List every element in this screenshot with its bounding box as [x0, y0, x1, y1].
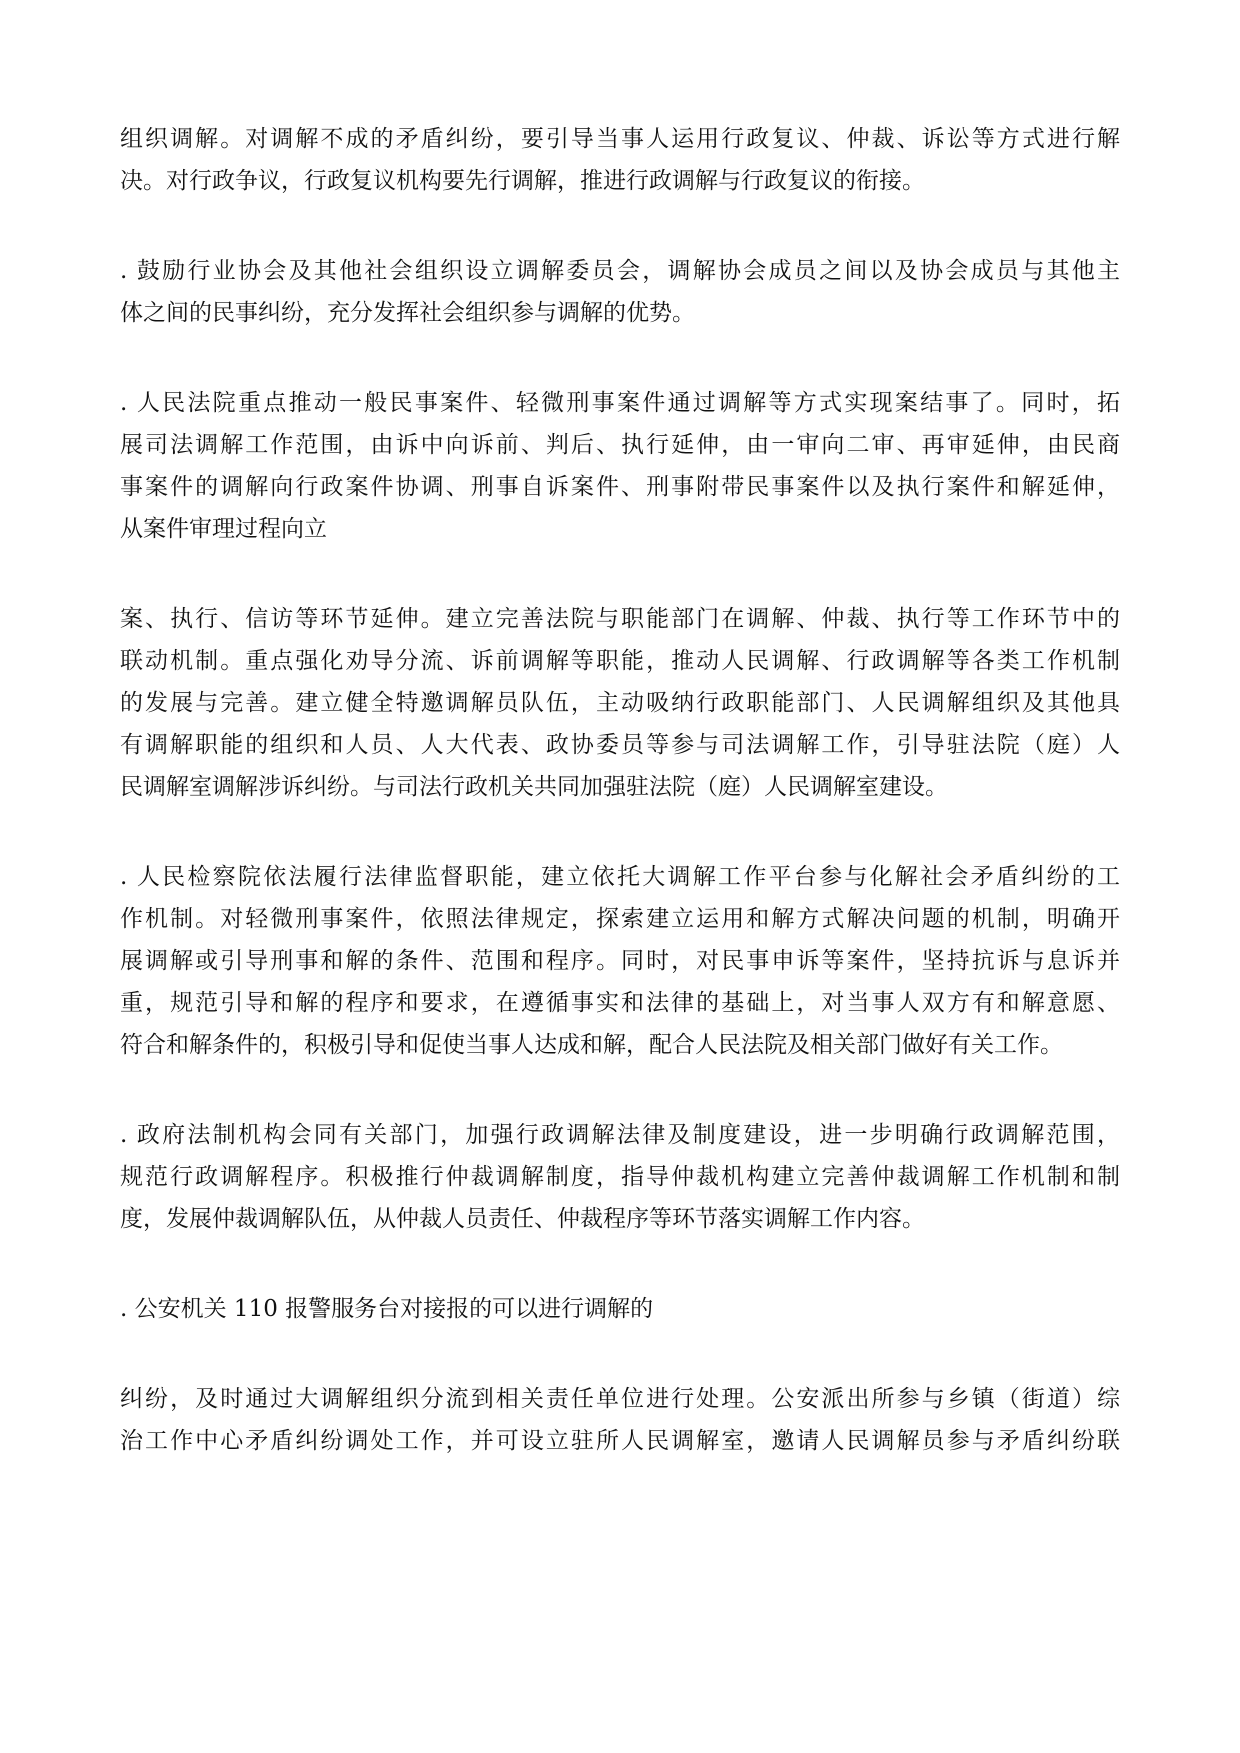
- paragraph: [120, 598, 1120, 808]
- text-line: 民调解室调解涉诉纠纷。与司法行政机关共同加强驻法院（庭）人民调解室建设。: [120, 774, 948, 800]
- text-line: 组织调解。对调解不成的矛盾纠纷，要引导当事人运用行政复议、仲裁、诉讼等方式进行解: [120, 126, 1120, 152]
- document-body: [120, 118, 1120, 1462]
- text-line: . 政府法制机构会同有关部门，加强行政调解法律及制度建设，进一步明确行政调解范围，: [120, 1122, 1120, 1148]
- text-line: 的发展与完善。建立健全特邀调解员队伍，主动吸纳行政职能部门、人民调解组织及其他具: [120, 690, 1120, 716]
- paragraph: [120, 1378, 1120, 1462]
- text-line: 从案件审理过程向立: [120, 516, 327, 542]
- text-line: 重，规范引导和解的程序和要求，在遵循事实和法律的基础上，对当事人双方有和解意愿、: [120, 990, 1120, 1016]
- text-line: 作机制。对轻微刑事案件，依照法律规定，探索建立运用和解方式解决问题的机制，明确开: [120, 906, 1120, 932]
- text-line: . 人民法院重点推动一般民事案件、轻微刑事案件通过调解等方式实现案结事了。同时，拓: [120, 390, 1120, 416]
- text-line: . 鼓励行业协会及其他社会组织设立调解委员会，调解协会成员之间以及协会成员与其他主: [120, 258, 1120, 284]
- text-line: 案、执行、信访等环节延伸。建立完善法院与职能部门在调解、仲裁、执行等工作环节中的: [120, 606, 1120, 632]
- text-line: 纠纷，及时通过大调解组织分流到相关责任单位进行处理。公安派出所参与乡镇（街道）综: [120, 1386, 1120, 1412]
- text-line: 事案件的调解向行政案件协调、刑事自诉案件、刑事附带民事案件以及执行案件和解延伸，: [120, 474, 1120, 500]
- paragraph: [120, 856, 1120, 1066]
- text-line: 度，发展仲裁调解队伍，从仲裁人员责任、仲裁程序等环节落实调解工作内容。: [120, 1206, 925, 1232]
- paragraph: [120, 118, 1120, 202]
- text-line: 决。对行政争议，行政复议机构要先行调解，推进行政调解与行政复议的衔接。: [120, 168, 925, 194]
- text-line: . 人民检察院依法履行法律监督职能，建立依托大调解工作平台参与化解社会矛盾纠纷的工: [120, 864, 1120, 890]
- text-line: 展调解或引导刑事和解的条件、范围和程序。同时，对民事申诉等案件，坚持抗诉与息诉并: [120, 948, 1120, 974]
- paragraph: [120, 250, 1120, 334]
- text-line: 展司法调解工作范围，由诉中向诉前、判后、执行延伸，由一审向二审、再审延伸，由民商: [120, 432, 1120, 458]
- document-page: [120, 118, 1120, 1510]
- paragraph: [120, 1114, 1120, 1240]
- text-line: . 公安机关 110 报警服务台对接报的可以进行调解的: [120, 1296, 654, 1322]
- text-line: 体之间的民事纠纷，充分发挥社会组织参与调解的优势。: [120, 300, 695, 326]
- paragraph: [120, 382, 1120, 550]
- text-line: 联动机制。重点强化劝导分流、诉前调解等职能，推动人民调解、行政调解等各类工作机制: [120, 648, 1120, 674]
- text-line: 有调解职能的组织和人员、人大代表、政协委员等参与司法调解工作，引导驻法院（庭）人: [120, 732, 1120, 758]
- text-line: 规范行政调解程序。积极推行仲裁调解制度，指导仲裁机构建立完善仲裁调解工作机制和制: [120, 1164, 1120, 1190]
- paragraph: [120, 1288, 1120, 1330]
- text-line: 符合和解条件的，积极引导和促使当事人达成和解，配合人民法院及相关部门做好有关工作。: [120, 1032, 1063, 1058]
- text-line: 治工作中心矛盾纠纷调处工作，并可设立驻所人民调解室，邀请人民调解员参与矛盾纠纷联: [120, 1428, 1120, 1454]
